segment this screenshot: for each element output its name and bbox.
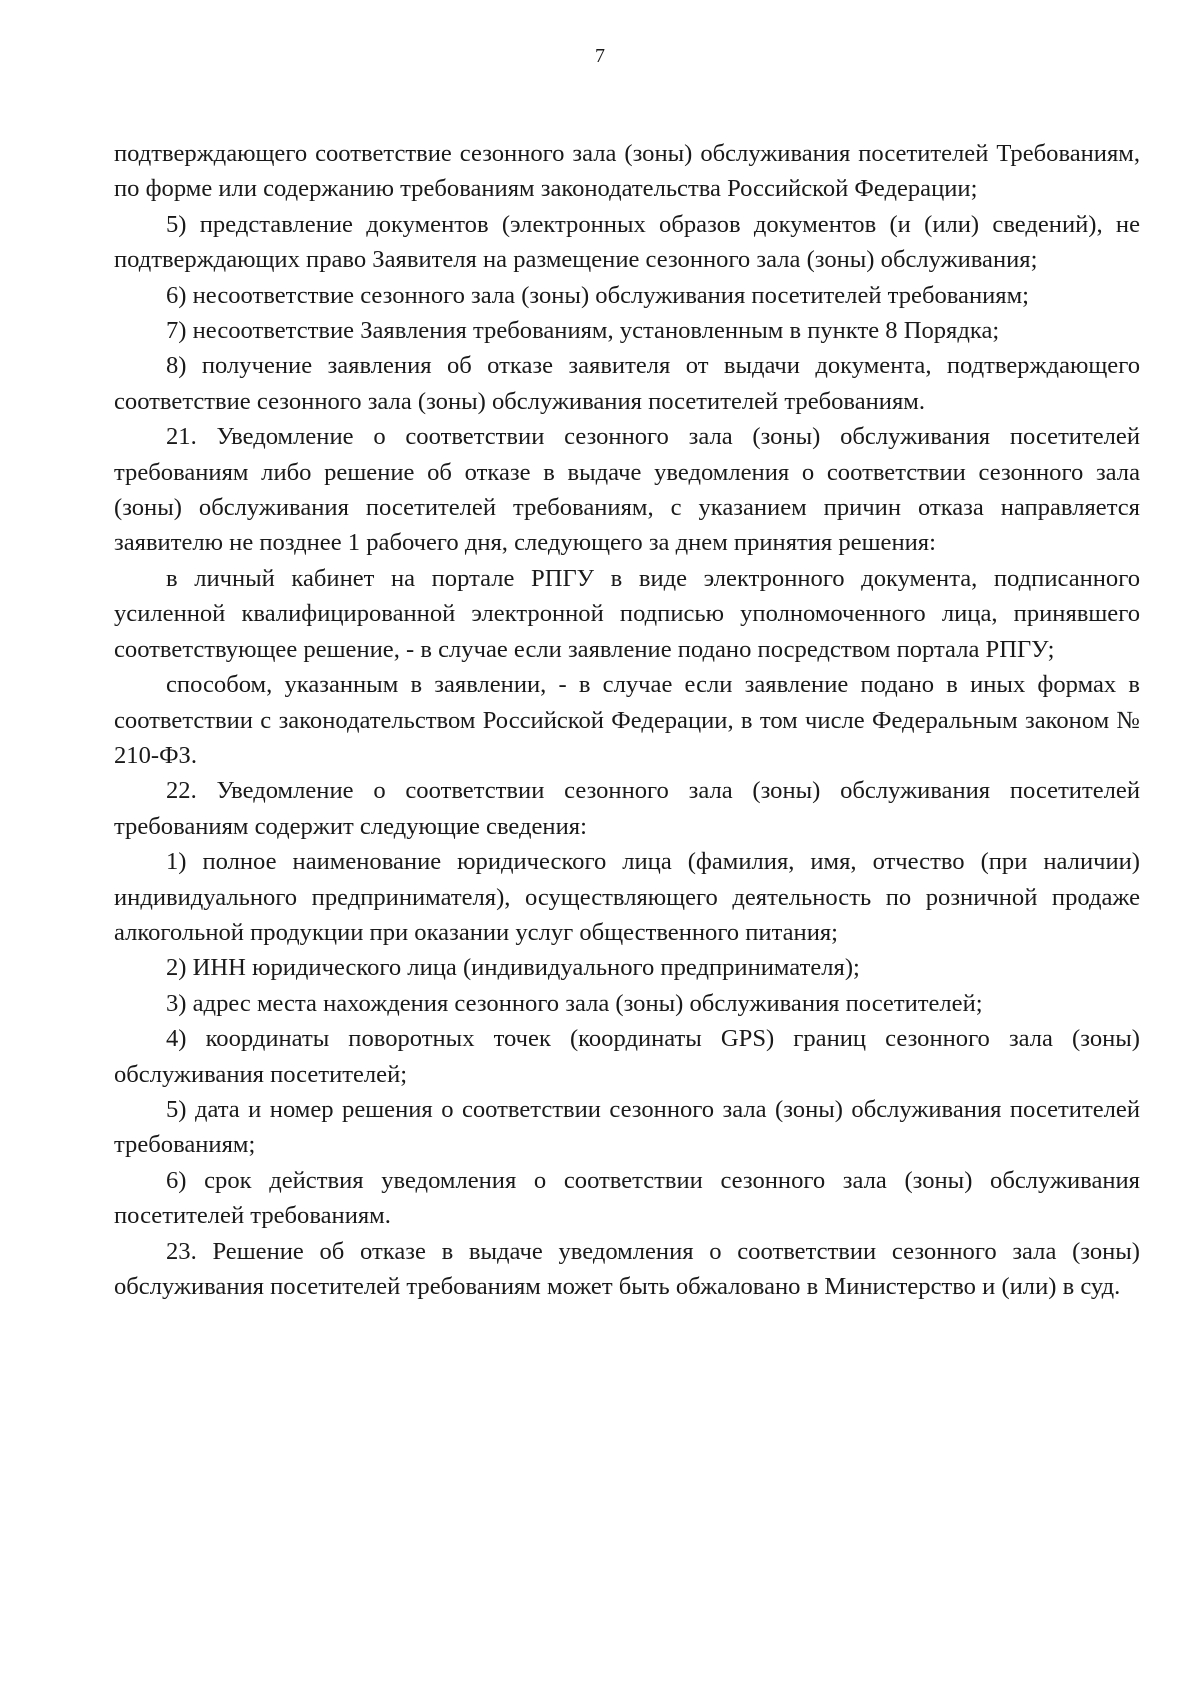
clause-21-method-portal: в личный кабинет на портале РПГУ в виде электронного документа, подписанного усиленной квалифицированной электронной подписью уполномоченного лица, принявшего соответствующее решение, - в случае если заявление подано посредством портала РПГУ; [114, 564, 1140, 663]
clause-22-item-5: 5) дата и номер решения о соответствии сезонного зала (зоны) обслуживания посетителей требованиям; [114, 1095, 1140, 1159]
list-item-8: 8) получение заявления об отказе заявителя от выдачи документа, подтверждающего соответствие сезонного зала (зоны) обслуживания посетителей требованиям. [114, 352, 1140, 415]
clause-22-item-6: 6) срок действия уведомления о соответствии сезонного зала (зоны) обслуживания посетителей требованиям. [114, 1166, 1140, 1230]
clause-22-item-1: 1) полное наименование юридического лица (фамилия, имя, отчество (при наличии) индивидуального предпринимателя), осуществляющего деятельность по розничной продаже алкогольной продукции при оказании услуг общественного питания; [114, 848, 1140, 946]
clause-22-item-4: 4) координаты поворотных точек (координаты GPS) границ сезонного зала (зоны) обслуживания посетителей; [114, 1025, 1140, 1088]
list-item-7: 7) несоответствие Заявления требованиям, установленным в пункте 8 Порядка; [166, 317, 1000, 345]
paragraph-continuation: подтверждающего соответствие сезонного зала (зоны) обслуживания посетителей Требованиям, по форме или содержанию требованиям законодательства Российской Федерации; [114, 140, 1140, 203]
clause-22-item-3: 3) адрес места нахождения сезонного зала (зоны) обслуживания посетителей; [166, 989, 983, 1017]
clause-21: 21. Уведомление о соответствии сезонного зала (зоны) обслуживания посетителей требованиям либо решение об отказе в выдаче уведомления о соответствии сезонного зала (зоны) обслуживания посетителей требованиям, с указанием причин отказа направляется заявителю не позднее 1 рабочего дня, следующего за днем принятия решения: [114, 423, 1140, 557]
clause-23: 23. Решение об отказе в выдаче уведомления о соответствии сезонного зала (зоны) обслуживания посетителей требованиям может быть обжаловано в Министерство и (или) в суд. [114, 1237, 1140, 1300]
document-body [114, 136, 1140, 1304]
list-item-6: 6) несоответствие сезонного зала (зоны) обслуживания посетителей требованиям; [166, 281, 1029, 309]
clause-21-method-other: способом, указанным в заявлении, - в случае если заявление подано в иных формах в соответствии с законодательством Российской Федерации, в том числе Федеральным законом № 210-ФЗ. [114, 671, 1140, 769]
page-number: 7 [595, 45, 605, 67]
list-item-5: 5) представление документов (электронных образов документов (и (или) сведений), не подтверждающих право Заявителя на размещение сезонного зала (зоны) обслуживания; [114, 210, 1140, 274]
clause-22: 22. Уведомление о соответствии сезонного зала (зоны) обслуживания посетителей требованиям содержит следующие сведения: [114, 777, 1140, 840]
clause-22-item-2: 2) ИНН юридического лица (индивидуального предпринимателя); [166, 954, 860, 982]
